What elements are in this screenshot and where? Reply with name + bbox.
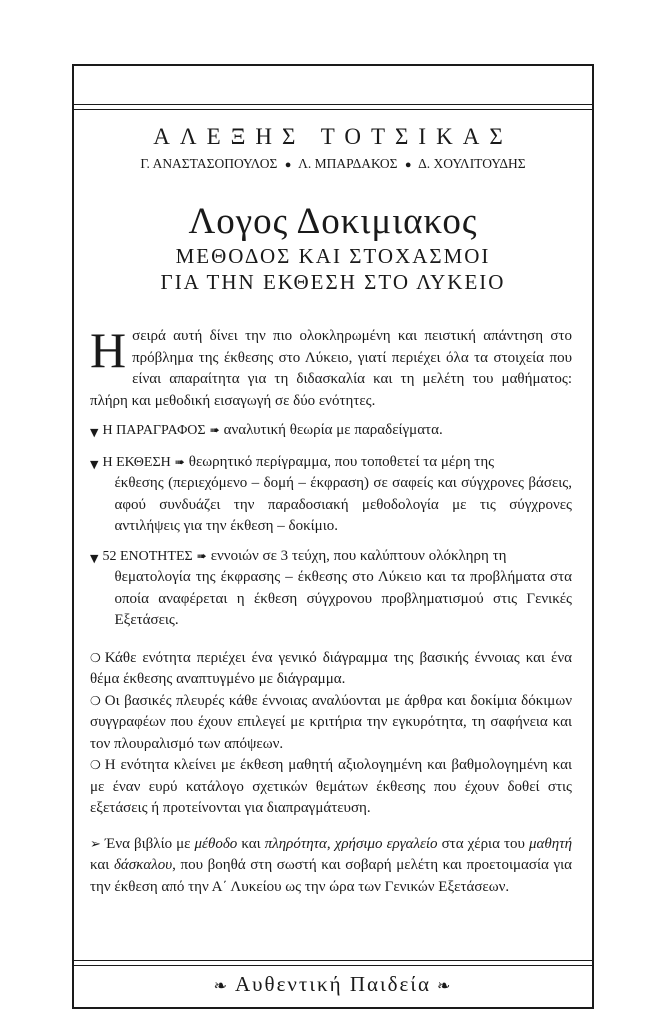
arrow-icon: ➠ — [196, 548, 207, 563]
circle-bullet-icon: ❍ — [90, 693, 101, 708]
author-name: ΑΛΕΞΗΣ ΤΟΤΣΙΚΑΣ — [153, 124, 513, 149]
item-text-continued: έκθεσης (περιεχόμενο – δομή – έκφραση) σε σαφείς και σύγχρονες βάσεις, αφού συνδυάζει την παραδοσιακή μεθοδολογία με τις σύγχρονες αντιλήψεις για την έκθεση – δοκίμιο. — [114, 475, 572, 534]
publisher-footer — [74, 972, 592, 997]
circle-bullet-icon: ❍ — [90, 758, 101, 772]
item-text: εννοιών σε 3 τεύχη, που καλύπτουν ολόκληρη τη — [210, 547, 507, 564]
section-item — [90, 452, 572, 538]
coauthor-1: Γ. ΑΝΑΣΤΑΣΟΠΟΥΛΟΣ — [140, 156, 278, 171]
separator-dot: ● — [284, 159, 292, 171]
coauthor-2: Λ. ΜΠΑΡΔΑΚΟΣ — [298, 156, 398, 171]
bottom-rule — [74, 960, 592, 961]
publisher-name: Αυθεντική Παιδεία — [234, 972, 432, 996]
intro-text: σειρά αυτή δίνει την πιο ολοκληρωμένη και πειστική απάντηση στο πρόβλημα της έκθεσης στο Λύκειο, γιατί περιέχει όλα τα στοιχεία που είναι απαραίτητα για τη διδασκαλία και τη μελέτη του μαθήματος: πλήρη και μεθοδική εισαγωγή σε δύο ενότητες. — [90, 328, 572, 409]
subtitle-line-2: ΓΙΑ ΤΗΝ ΕΚΘΕΣΗ ΣΤΟ ΛΥΚΕΙΟ — [160, 270, 506, 294]
fleuron-right-icon: ❧ — [437, 976, 453, 995]
fleuron-left-icon: ❧ — [213, 976, 229, 995]
feature-points — [90, 648, 572, 820]
item-text-continued: θεματολογία της έκφρασης – έκθεσης στο Λύκειο και τα προβλήματα στα οποία αναφέρεται η έκθεση σύγχρονου προβληματισμού στις Γενικές Εξετάσεις. — [114, 569, 572, 628]
top-rule — [74, 104, 592, 105]
closing-paragraph: ➢ Ένα βιβλίο με μέθοδο και πληρότητα, χρήσιμο εργαλείο στα χέρια του μαθητή και δάσκαλου, που βοηθά στη σωστή και σοβαρή μελέτη και προετοιμασία για την έκθεση από την Α΄ Λυκείου ως την ώρα των Γενικών Εξετάσεων. — [90, 835, 573, 895]
separator-dot: ● — [404, 159, 412, 171]
dropcap: Η — [90, 322, 127, 378]
top-rule-inner — [74, 109, 592, 110]
arrow-icon: ➠ — [209, 423, 220, 437]
section-item — [90, 420, 572, 444]
item-heading: Η ΕΚΘΕΣΗ — [102, 454, 171, 470]
arrow-icon: ➠ — [174, 454, 185, 469]
item-text: θεωρητικό περίγραμμα, που τοποθετεί τα μέρη της — [188, 453, 495, 470]
coauthor-3: Δ. ΧΟΥΛΙΤΟΥΔΗΣ — [418, 156, 526, 171]
feature-point: ❍ Οι βασικές πλευρές κάθε έννοιας αναλύονται με άρθρα και δοκίμια δόκιμων συγγραφέων που έχουν επιλεγεί με κριτήρια την εγκυρότητα, τη σαφήνεια και τον πλουραλισμό των απόψεων. — [90, 692, 572, 752]
triangle-bullet-icon: ▼ — [90, 457, 99, 471]
item-heading: Η ΠΑΡΑΓΡΑΦΟΣ — [102, 423, 206, 438]
description-body — [90, 322, 573, 898]
triangle-bullet-icon: ▼ — [90, 551, 99, 565]
circle-bullet-icon: ❍ — [90, 650, 101, 665]
coauthors — [74, 156, 592, 172]
item-text: αναλυτική θεωρία με παραδείγματα. — [223, 422, 443, 438]
book-title: Λογος Δοκιμιακος — [188, 201, 478, 242]
bottom-rule-inner — [74, 965, 592, 966]
feature-point: ❍ Η ενότητα κλείνει με έκθεση μαθητή αξιολογημένη και βαθμολογημένη και με έναν ευρύ κατάλογο σχετικών θεμάτων έκθεσης που έχουν δοθεί στις εξετάσεις ή προτείνονται για διαπραγμάτευση. — [90, 757, 572, 816]
subtitle-line-1: ΜΕΘΟΔΟΣ ΚΑΙ ΣΤΟΧΑΣΜΟΙ — [175, 244, 491, 268]
feature-point: ❍ Κάθε ενότητα περιέχει ένα γενικό διάγραμμα της βασικής έννοιας και ένα θέμα έκθεσης αναπτυγμένο με διάγραμμα. — [90, 649, 572, 687]
pointer-arrow-icon: ➢ — [90, 836, 101, 852]
triangle-bullet-icon: ▼ — [90, 426, 99, 439]
intro-paragraph — [90, 322, 572, 412]
section-item — [90, 546, 572, 632]
cover-frame — [72, 64, 594, 1009]
item-heading: 52 ΕΝΟΤΗΤΕΣ — [102, 548, 193, 564]
